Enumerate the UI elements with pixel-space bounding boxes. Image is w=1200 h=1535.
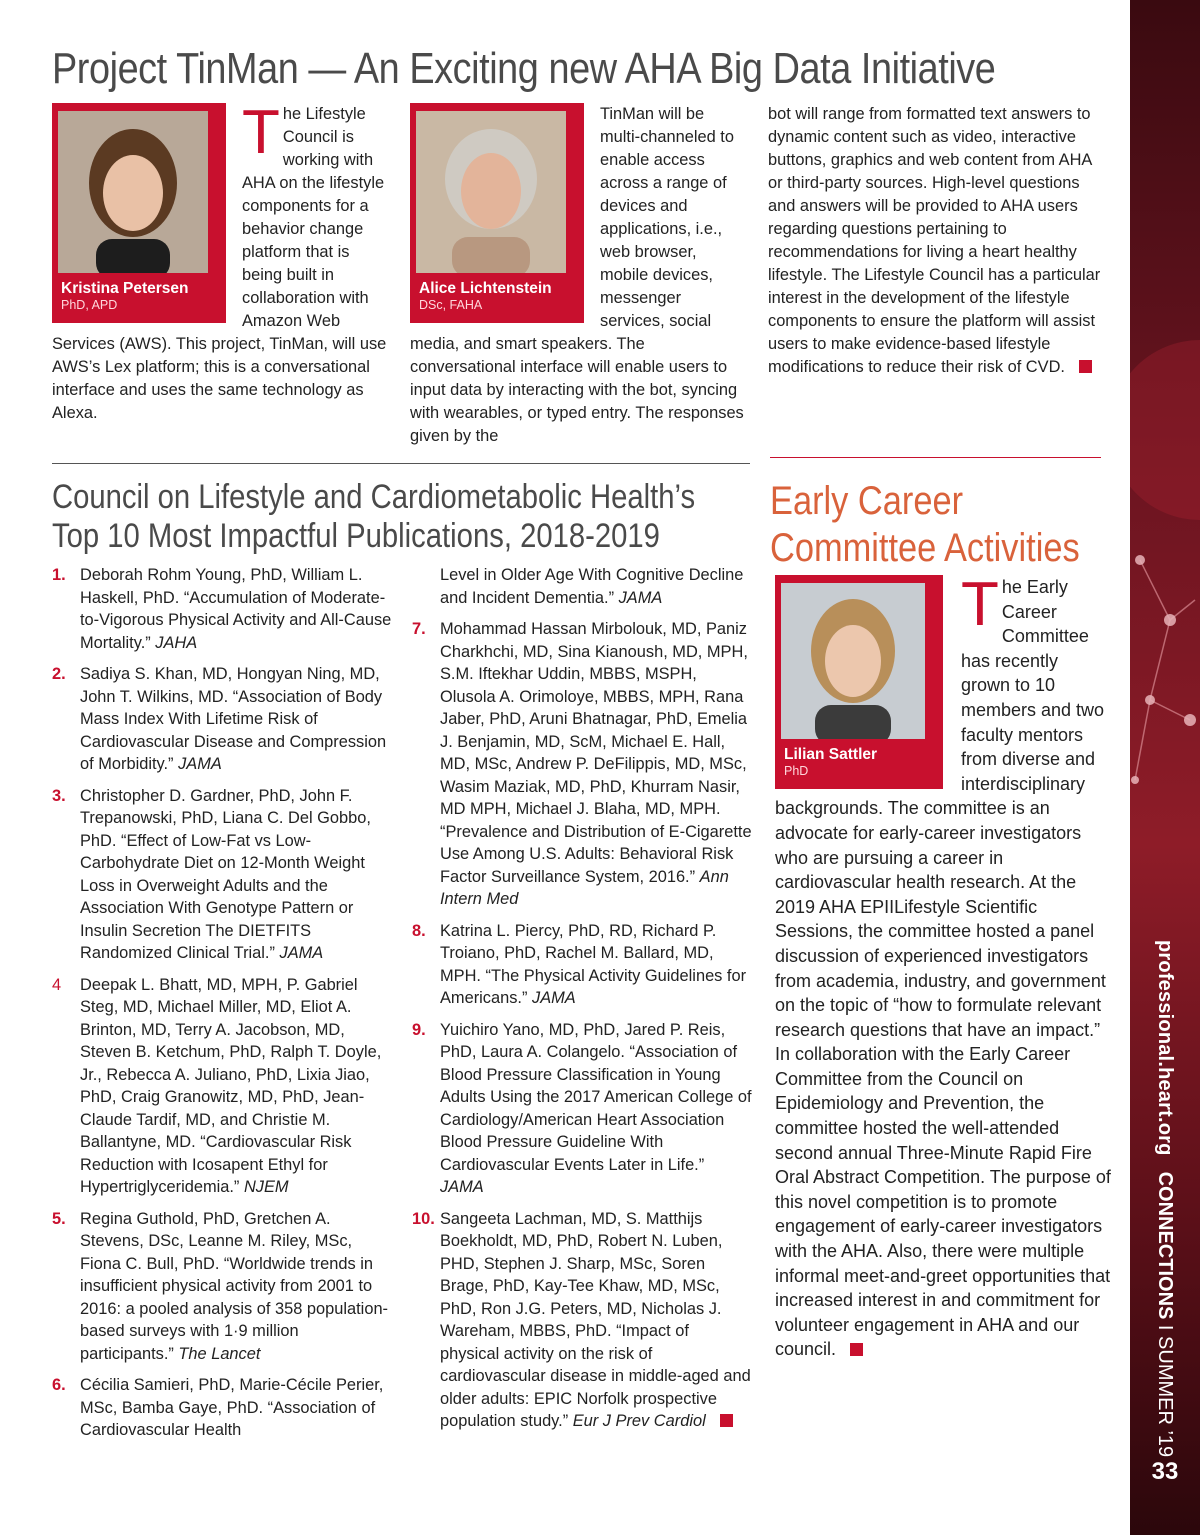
portrait-photo bbox=[416, 111, 566, 273]
publication-item: 3. Christopher D. Gardner, PhD, John F. Trepanowski, PhD, Liana C. Del Gobbo, PhD. “Effect of Low-Fat vs Low-Carbohydrate Diet on 12-Month Weight Loss in Overweight Adults and the Association With Genotype Pattern or Insulin Secretion The DIETFITS Randomized Clinical Trial.” JAMA bbox=[52, 786, 371, 962]
publication-item: 9. Yuichiro Yano, MD, PhD, Jared P. Reis, PhD, Laura A. Colangelo. “Association of Blood Pressure Classification in Young Adults Using the 2017 American College of Cardiology/American Heart Association Blood Pressure Guideline With Cardiovascular Events Later in Life.” JAMA bbox=[412, 1020, 752, 1196]
author-card-lilian-sattler bbox=[775, 575, 943, 789]
publication-item: 10. Sangeeta Lachman, MD, S. Matthijs Boekholdt, MD, PhD, Robert N. Luben, PHD, Stephen J. Sharp, MSc, Soren Brage, PhD, Kay-Tee Khaw, MD, MSc, PhD, Ron J.G. Peters, MD, Nicholas J. Wareham, MBBS, PhD. “Impact of physical activity on the risk of cardiovascular disease in middle-aged and older adults: EPIC Norfolk prospective population study.” Eur J Prev Cardiol bbox=[412, 1209, 751, 1430]
author-credentials: PhD bbox=[784, 764, 809, 778]
sidebar-url: professional.heart.org bbox=[1154, 940, 1176, 1156]
publication-item: 6. Cécilia Samieri, PhD, Marie-Cécile Perier, MSc, Bamba Gaye, PhD. “Association of Cardiovascular Health bbox=[52, 1376, 384, 1439]
author-credentials: PhD, APD bbox=[61, 298, 118, 312]
early-career-column bbox=[775, 570, 1111, 1362]
publication-name: CONNECTIONS bbox=[1154, 1171, 1176, 1320]
author-name: Lilian Sattler bbox=[784, 746, 878, 763]
publications-column-2 bbox=[412, 564, 752, 1442]
article-text: he Early Career Committee has recently grown to 10 members and two faculty mentors from diverse and interdisciplinary backgrounds. The committee is an advocate for early-career investigators who are pursuing a career in cardiovascular health research. At the 2019 AHA EPIILifestyle Scientific Sessions, the committee hosted a panel discussion of experienced investigators from academia, industry, and government on the topic of “how to formulate relevant research questions that have an impact.” In collaboration with the Early Career Committee from the Council on Epidemiology and Prevention, the committee hosted the well-attended second annual Three-Minute Rapid Fire Oral Abstract Competition. The purpose of this novel competition is to promote engagement of early-career investigators with the AHA. Also, there were multiple informal meet-and-greet opportunities that increased interest in and commitment for volunteer engagement in AHA and our council. bbox=[775, 577, 1111, 1360]
article-text: he Lifestyle Council is working with AHA on the lifestyle components for a behavior change platform that is being built in collaboration with Amazon Web Services (AWS). This project, TinMan, will use AWS’s Lex platform; this is a conversational interface and uses the same technology as Alexa. bbox=[52, 105, 387, 422]
publication-item-continued: Level in Older Age With Cognitive Decline and Incident Dementia.” JAMA bbox=[440, 566, 744, 607]
article-text: bot will range from formatted text answers to dynamic content such as video, interactive buttons, graphics and web content from AHA or third-party sources. High-level questions and answers will be provided to AHA users regarding questions pertaining to recommendations for living a heart healthy lifestyle. The Lifestyle Council has a particular interest in the development of the lifestyle components to ensure the platform will assist users to make evidence-based lifestyle modifications to reduce their risk of CVD. bbox=[768, 105, 1101, 376]
portrait-illustration bbox=[416, 111, 566, 273]
author-credentials: DSc, FAHA bbox=[419, 298, 483, 312]
end-mark-icon bbox=[1079, 360, 1092, 373]
section-title-council: Council on Lifestyle and Cardiometabolic Health’s Top 10 Most Impactful Publications, 2018-2019 bbox=[52, 478, 696, 555]
publication-item: 2. Sadiya S. Khan, MD, Hongyan Ning, MD, John T. Wilkins, MD. “Association of Body Mass Index With Lifetime Risk of Cardiovascular Disease and Compression of Morbidity.” JAMA bbox=[52, 665, 387, 773]
author-name: Kristina Petersen bbox=[61, 280, 189, 297]
separator: I bbox=[1154, 1319, 1176, 1337]
tinman-column-2 bbox=[410, 103, 748, 448]
section-divider bbox=[52, 463, 750, 464]
article-text: TinMan will be multi-channeled to enable access across a range of devices and applications, i.e., web browser, mobile devices, messenger services, social media, and smart speakers. The conversational interface will enable users to input data by interacting with the bot, syncing with wearables, or typed entry. The responses given by the bbox=[410, 105, 744, 445]
section-divider bbox=[770, 457, 1101, 458]
portrait-photo bbox=[781, 583, 925, 739]
issue-season: SUMMER ’19 bbox=[1154, 1336, 1176, 1458]
author-card-alice-lichtenstein bbox=[410, 103, 584, 323]
section-title-early-career: Early Career Committee Activities bbox=[770, 479, 1080, 570]
publication-item: 5. Regina Guthold, PhD, Gretchen A. Stevens, DSc, Leanne M. Riley, MSc, Fiona C. Bull, PhD. “Worldwide trends in insufficient physical activity from 2001 to 2016: a pooled analysis of 358 population-based surveys with 1·9 million participants.” The Lancet bbox=[52, 1209, 389, 1363]
publication-item: 4 Deepak L. Bhatt, MD, MPH, P. Gabriel Steg, MD, Michael Miller, MD, Eliot A. Brinton, MD, Terry A. Jacobson, MD, Steven B. Ketchum, PhD, Ralph T. Doyle, Jr., Rebecca A. Juliano, PhD, Lixia Jiao, PhD, Craig Granowitz, MD, PhD, Jean-Claude Tardif, MD, and Christie M. Ballantyne, MD. “Cardiovascular Risk Reduction with Icosapent Ethyl for Hypertriglyceridemia.” NJEM bbox=[52, 975, 382, 1196]
page-title: Project TinMan — An Exciting new AHA Big Data Initiative bbox=[52, 44, 996, 93]
author-name: Alice Lichtenstein bbox=[419, 280, 552, 297]
tinman-column-3 bbox=[768, 103, 1108, 379]
portrait-illustration bbox=[781, 583, 925, 739]
sidebar-running-footer bbox=[1143, 940, 1187, 1458]
drop-cap: T bbox=[242, 98, 280, 167]
drop-cap: T bbox=[961, 570, 999, 639]
portrait-photo bbox=[58, 111, 208, 273]
page-number: 33 bbox=[1151, 1458, 1179, 1485]
tinman-column-1 bbox=[52, 98, 390, 425]
publication-item: 7. Mohammad Hassan Mirbolouk, MD, Paniz Charkhchi, MD, Sina Kianoush, MD, MPH, S.M. Iftekhar Uddin, MBBS, MSPH, Olusola A. Orimoloye, MBBS, MPH, Rana Jaber, PhD, Aruni Bhatnagar, PhD, Emelia J. Benjamin, MD, ScM, Michael E. Hall, MD, MSc, Andrew P. DeFilippis, MD, MSc, Wasim Maziak, MD, PhD, Khurram Nasir, MD MPH, Michael J. Blaha, MD, MPH. “Prevalence and Distribution of E-Cigarette Use Among U.S. Adults: Behavioral Risk Factor Surveillance System, 2016.” Ann Intern Med bbox=[412, 620, 752, 908]
publication-item: 8. Katrina L. Piercy, PhD, RD, Richard P. Troiano, PhD, Rachel M. Ballard, MD, MPH. “The Physical Activity Guidelines for Americans.” JAMA bbox=[412, 921, 747, 1007]
author-card-kristina-petersen bbox=[52, 103, 226, 323]
end-mark-icon bbox=[850, 1343, 863, 1356]
publication-item: 1. Deborah Rohm Young, PhD, William L. Haskell, PhD. “Accumulation of Moderate-to-Vigorous Physical Activity and All-Cause Mortality.” JAHA bbox=[52, 566, 392, 652]
portrait-illustration bbox=[58, 111, 208, 273]
publications-column-1 bbox=[52, 564, 392, 1451]
end-mark-icon bbox=[720, 1414, 733, 1427]
